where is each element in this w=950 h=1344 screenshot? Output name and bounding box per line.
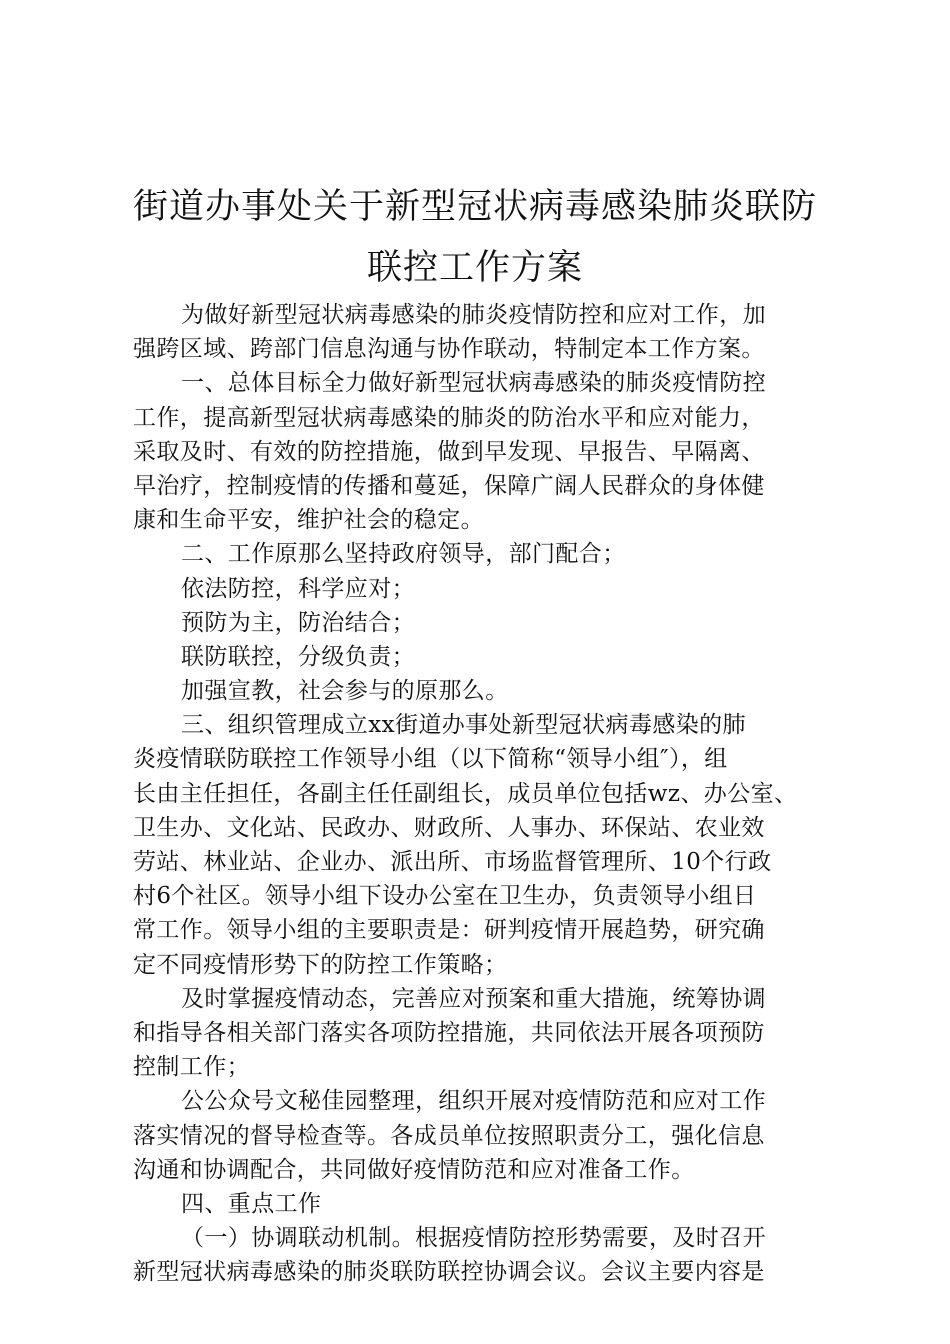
body-line: 加强宣教，社会参与的原那么。 — [181, 678, 509, 705]
body-line: 早治疗，控制疫情的传播和蔓延，保障广阔人民群众的身体健 — [133, 472, 765, 499]
body-line: 依法防控，科学应对； — [181, 575, 415, 602]
body-line: （一）协调联动机制。根据疫情防控形势需要，及时召开 — [181, 1225, 766, 1252]
body-line: 三、组织管理成立xx街道办事处新型冠状病毒感染的肺 — [181, 712, 746, 739]
body-line: 强跨区域、跨部门信息沟通与协作联动，特制定本工作方案。 — [133, 336, 765, 363]
body-line: 康和生命平安，维护社会的稳定。 — [133, 507, 484, 534]
body-line: 长由主任担任，各副主任任副组长，成员单位包括wz、办公室、 — [133, 780, 798, 807]
body-line: 及时掌握疫情动态，完善应对预案和重大措施，统筹协调 — [181, 985, 766, 1012]
body-line: 常工作。领导小组的主要职责是：研判疫情开展趋势，研究确 — [133, 917, 765, 944]
body-line: 二、工作原那么坚持政府领导，部门配合； — [181, 541, 626, 568]
body-line: 新型冠状病毒感染的肺炎联防联控协调会议。会议主要内容是 — [133, 1259, 765, 1286]
body-line: 联防联控，分级负责； — [181, 643, 415, 670]
body-line: 四、重点工作 — [181, 1190, 322, 1217]
body-line: 采取及时、有效的防控措施，做到早发现、早报告、早隔离、 — [133, 438, 765, 465]
body-line: 落实情况的督导检查等。各成员单位按照职责分工，强化信息 — [133, 1122, 765, 1149]
document-body — [133, 298, 833, 1289]
body-line: 卫生办、文化站、民政办、财政所、人事办、环保站、农业效 — [133, 814, 765, 841]
body-line: 工作，提高新型冠状病毒感染的肺炎的防治水平和应对能力， — [133, 404, 765, 431]
body-line: 为做好新型冠状病毒感染的肺炎疫情防控和应对工作，加 — [181, 302, 766, 328]
body-line: 和指导各相关部门落实各项防控措施，共同依法开展各项预防 — [133, 1019, 765, 1046]
body-line: 预防为主，防治结合； — [181, 609, 415, 636]
body-line: 炎疫情联防联控工作领导小组（以下简称“领导小组″），组 — [133, 746, 728, 773]
body-line: 村6个社区。领导小组下设办公室在卫生办，负责领导小组日 — [133, 883, 757, 910]
document-title-line-2: 联控工作方案 — [366, 248, 583, 288]
body-line: 沟通和协调配合，共同做好疫情防范和应对准备工作。 — [133, 1156, 695, 1183]
body-line: 一、总体目标全力做好新型冠状病毒感染的肺炎疫情防控 — [181, 370, 766, 397]
body-line: 定不同疫情形势下的防控工作策略； — [133, 951, 508, 978]
body-line: 控制工作； — [133, 1054, 250, 1081]
body-line: 公公众号文秘佳园整理，组织开展对疫情防范和应对工作 — [181, 1088, 766, 1115]
document-title-line-1: 街道办事处关于新型冠状病毒感染肺炎联防 — [132, 187, 817, 227]
body-line: 劳站、林业站、企业办、派出所、市场监督管理所、10个行政 — [133, 849, 772, 875]
